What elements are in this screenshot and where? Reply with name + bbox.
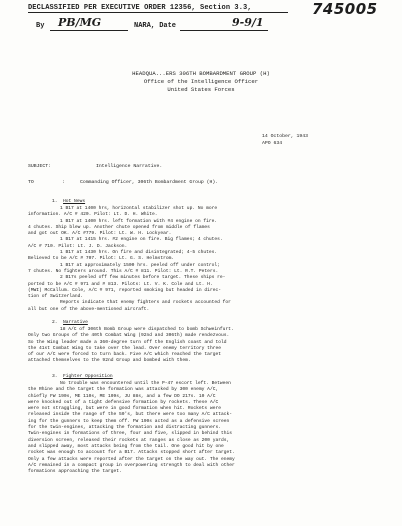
section-title: Fighter Opposition [63, 374, 113, 379]
section-1-body [28, 206, 231, 313]
reviewer-signature: PB/MG [58, 16, 102, 29]
text-line: the Rhine and the target the formation was attacked by 300 enemy A/C, [28, 387, 219, 393]
text-line: 1 B17 at 1430 hrs. On fire and disintegrated; 4-5 chutes. [60, 250, 218, 256]
subject-label: SUBJECT: [28, 164, 52, 169]
text-line: chiefly FW 190s, ME 110s, ME 109s, JU 88s, and a few DO 217s. 10 A/C [28, 393, 216, 399]
header-forces: United States Forces [167, 86, 235, 93]
section-2-heading [52, 320, 88, 326]
text-line: diversion screen, released their rockets at ranges as close as 200 yards, [28, 437, 230, 443]
text-line: 1 B17 at 1415 hrs. #2 engine on fire. Big flames; 4 chutes. [60, 237, 223, 243]
text-line: released inside the range of the 50's, but there were too many A/C attack- [28, 412, 232, 418]
document-date: 14 October, 1943 [262, 134, 309, 139]
text-line: were knocked out of a tight defensive formation by rockets. These A/C [28, 399, 219, 405]
date-signature: 9-9/1 [232, 16, 264, 29]
text-line: Believed to be A/C # 707. Pilot: Lt. G. S. Helmstrom. [28, 256, 175, 262]
text-line: A/C remained in a compact group in overpowering strength to deal with other [28, 462, 235, 468]
section-2-body [28, 327, 234, 365]
text-line: Only two Groups of the 40th Combat Wing (92nd and 306th) made rendezvous. [28, 333, 230, 339]
text-line: all but one of the above-mentioned aircraft. [28, 306, 150, 312]
text-line: ing for the gunners to keep them off. FW 190s acted as a defensive screen [28, 418, 230, 424]
text-line: ported to be A/C # 971 and # 813. Pilots: Lt. V. K. Cole and Lt. H. [28, 281, 213, 287]
date-underline [180, 30, 268, 31]
text-line: the 41st Combat Wing to take over the lead. Over enemy territory three [28, 345, 221, 351]
text-line: and got out OK. A/C #779. Pilot: Lt. W. H. Lockyear. [28, 231, 172, 237]
document-number: 745005 [312, 0, 378, 18]
text-line: A/C # 710. Pilot: Lt. J. D. Jackson. [28, 243, 128, 249]
section-1-heading [52, 199, 85, 205]
text-line: Only a few attacks were reported after the target on the way out. The enemy [28, 456, 235, 462]
text-line: were not straggling, but were in good formation when hit. Rockets were [28, 406, 221, 412]
text-line: 1 B17 at 1400 hrs, horizontal stabilizer shot up. No more [60, 206, 218, 211]
text-line: attached themselves to the 92nd Group and bombed with them. [28, 358, 191, 364]
nara-date-label: NARA, Date [134, 22, 177, 30]
text-line: for the twin-engines, attacking the formation and distracting gunners. [28, 425, 221, 431]
stamp-underline [28, 12, 288, 13]
text-line: Twin-engines in formations of three, four and five, slipped in behind this [28, 431, 232, 437]
section-title: Narrative [63, 320, 88, 325]
text-line: 1 B17 at 1400 hrs. left formation with #4 engine on fire. [60, 218, 218, 224]
section-number: 3. [52, 374, 58, 379]
by-label: By [36, 22, 45, 30]
section-3-heading [52, 374, 113, 380]
to-colon: : [62, 180, 65, 185]
text-line: So the Wing leader made a 360-degree turn off the English coast and told [28, 339, 227, 345]
by-underline [50, 30, 128, 31]
text-line: and slipped away, most attacks being from the tail. One good hit by one [28, 443, 224, 449]
text-line: of our A/C were forced to turn back. Five A/C which reached the target [28, 352, 221, 358]
text-line: information. A/C # 420. Pilot: Lt. D. H. White. [28, 212, 158, 218]
text-line: Reports indicate that enemy fighters and rockets accounted for [60, 300, 231, 306]
text-line: tion of Switzerland. [28, 294, 84, 300]
text-line: 18 A/C of 306th Bomb Group were dispatched to bomb Schweinfurt. [60, 327, 234, 332]
text-line: No trouble was encountered until the P-47 escort left. Between [60, 381, 231, 386]
section-title: Hot News [63, 199, 86, 204]
to-text: Commanding Officer, 306th Bombardment Group (H). [80, 180, 219, 185]
text-line: rocket was enough to account for a B17. Attacks stopped short after target. [28, 450, 235, 456]
section-number: 1. [52, 199, 58, 204]
declassification-stamp: DECLASSIFIED PER EXECUTIVE ORDER 12356, Section 3.3, [28, 4, 252, 12]
text-line: formations approaching the target. [28, 469, 122, 475]
text-line: 2 B17s peeled off few minutes before target. These ships re- [60, 275, 226, 281]
text-line: 7 chutes. No fighters around. This A/C # 811. Pilot: Lt. R.T. Peters. [28, 268, 219, 274]
text-line: 4 chutes. Ship blew up. Another chute opened from middle of flames [28, 224, 210, 230]
subject-text: Intelligence Narrative. [96, 164, 163, 169]
text-line: (MWI) McCallum. Cole, A/C # 971, reported smoking but headed in direc- [28, 287, 221, 293]
header-unit: HEADQUA...ERS 306TH BOMBARDMENT GROUP (H) [132, 70, 270, 77]
header-office: Office of the Intelligence Officer [143, 78, 259, 85]
section-3-body [28, 381, 235, 475]
to-label: TO [28, 180, 34, 185]
section-number: 2. [52, 320, 58, 325]
apo-number: APO 634 [262, 141, 283, 146]
text-line: 1 B17 at approximately 1500 hrs. peeled off under control; [60, 262, 220, 268]
